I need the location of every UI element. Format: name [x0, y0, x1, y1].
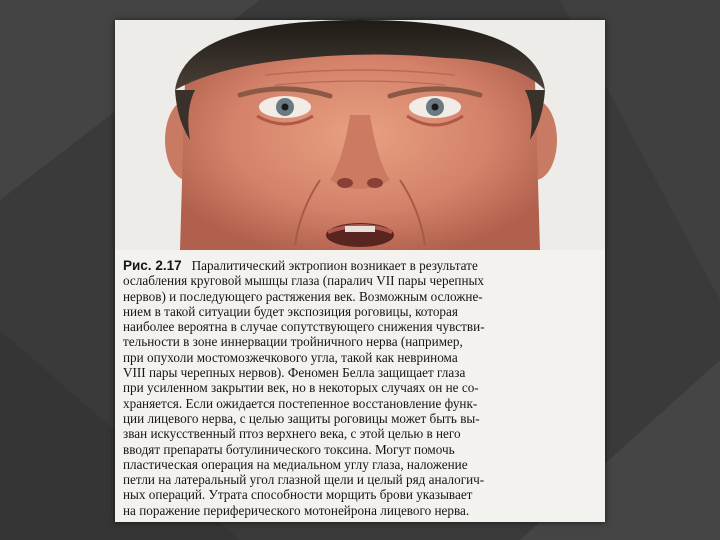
patient-face-photo [115, 20, 605, 250]
caption-line: нием в такой ситуации будет экспозиция роговицы, которая [123, 303, 458, 319]
caption-line: храняется. Если ожидается постепенное восстановление функ- [123, 395, 478, 411]
figure-label: Рис. 2.17 [123, 258, 182, 273]
caption-line: ослабления круговой мышцы глаза (паралич VII пары черепных [123, 273, 484, 289]
caption-line: тельности в зоне иннервации тройничного нерва (например, [123, 334, 463, 350]
caption-line: пластическая операция на медиальном углу глаза, наложение [123, 456, 468, 472]
caption-line: на поражение периферического мотонейрона лицевого нерва. [123, 502, 470, 518]
caption-line: VIII пары черепных нервов). Феномен Белла защищает глаза [123, 365, 466, 381]
caption-line: петли на латеральный угол глазной щели и целый ряд аналогич- [123, 472, 485, 488]
caption-line: наиболее вероятна в случае сопутствующего снижения чувстви- [123, 319, 485, 335]
caption-line: при опухоли мостомозжечкового угла, такой как невринома [123, 349, 458, 365]
caption-line: нервов) и последующего растяжения век. Возможным осложне- [123, 288, 483, 304]
caption-line: зван искусственный птоз верхнего века, с этой целью в него [123, 426, 461, 442]
document-page [115, 20, 605, 522]
caption-line: ции лицевого нерва, с целью защиты роговицы может быть вы- [123, 410, 480, 426]
caption-line: ных операций. Утрата способности морщить брови указывает [123, 487, 473, 503]
figure-caption [123, 258, 599, 518]
caption-line-1: Рис. 2.17 Паралитический эктропион возникает в результате [123, 258, 478, 273]
caption-line: вводят препараты ботулинического токсина. Могут помочь [123, 441, 455, 457]
caption-line: при усиленном закрытии век, но в некоторых случаях он не со- [123, 380, 479, 396]
